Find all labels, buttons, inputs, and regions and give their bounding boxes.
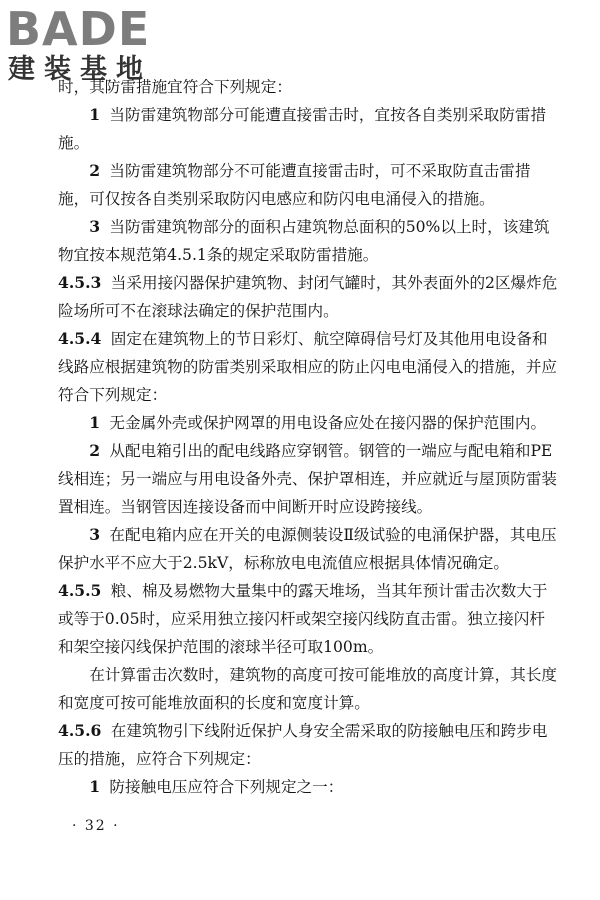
paragraph-text: 防接触电压应符合下列规定之一：	[109, 778, 344, 796]
clause-number: 4.5.3	[58, 273, 102, 292]
item-number: 3	[89, 525, 101, 544]
list-item	[58, 101, 558, 157]
paragraph-text: 固定在建筑物上的节日彩灯、航空障碍信号灯及其他用电设备和线路应根据建筑物的防雷类别采取相应的防止闪电电涌侵入的措施，并应符合下列规定：	[58, 330, 558, 404]
clause	[58, 269, 558, 325]
item-number: 1	[89, 413, 101, 432]
list-item	[58, 521, 558, 577]
paragraph-text: 粮、棉及易燃物大量集中的露天堆场，当其年预计雷击次数大于或等于0.05时，应采用独立接闪杆或架空接闪线防直击雷。独立接闪杆和架空接闪线保护范围的滚球半径可取100m。	[58, 582, 548, 656]
paragraph	[58, 661, 558, 717]
paragraph-text: 从配电箱引出的配电线路应穿钢管。钢管的一端应与配电箱和PE线相连；另一端应与用电设备外壳、保护罩相连，并应就近与屋顶防雷装置相连。当钢管因连接设备而中间断开时应设跨接线。	[58, 442, 558, 516]
paragraph-text: 在配电箱内应在开关的电源侧装设Ⅱ级试验的电涌保护器，其电压保护水平不应大于2.5kV，标称放电电流值应根据具体情况确定。	[58, 526, 557, 572]
clause-number: 4.5.6	[58, 721, 102, 740]
item-number: 3	[89, 217, 101, 236]
item-number: 1	[89, 777, 101, 796]
logo-cjk-text: 建装基地	[8, 54, 152, 85]
list-item	[58, 409, 558, 437]
item-number: 1	[89, 105, 101, 124]
clause-number: 4.5.5	[58, 581, 102, 600]
paragraph-text: 当防雷建筑物部分的面积占建筑物总面积的50%以上时，该建筑物宜按本规范第4.5.1条的规定采取防雷措施。	[58, 218, 550, 264]
clause	[58, 325, 558, 409]
clause	[58, 717, 558, 773]
paragraph-text: 当防雷建筑物部分可能遭直接雷击时，宜按各自类别采取防雷措施。	[58, 106, 547, 152]
list-item	[58, 773, 558, 801]
logo-latin-text: BADE	[6, 2, 151, 56]
clause	[58, 577, 558, 661]
page-number: · 32 ·	[72, 818, 120, 834]
clause-number: 4.5.4	[58, 329, 102, 348]
list-item	[58, 157, 558, 213]
paragraph-text: 当防雷建筑物部分不可能遭直接雷击时，可不采取防直击雷措施，可仅按各自类别采取防闪电感应和防闪电电涌侵入的措施。	[58, 162, 531, 208]
paragraph-text: 在建筑物引下线附近保护人身安全需采取的防接触电压和跨步电压的措施，应符合下列规定：	[58, 722, 548, 768]
paragraph-text: 当采用接闪器保护建筑物、封闭气罐时，其外表面外的2区爆炸危险场所可不在滚球法确定的保护范围内。	[58, 274, 558, 320]
item-number: 2	[89, 441, 101, 460]
paragraph-text: 在计算雷击次数时，建筑物的高度可按可能堆放的高度计算，其长度和宽度可按可能堆放面积的长度和宽度计算。	[58, 666, 558, 712]
paragraph-text: 无金属外壳或保护网罩的用电设备应处在接闪器的保护范围内。	[109, 414, 547, 432]
list-item	[58, 437, 558, 521]
item-number: 2	[89, 161, 101, 180]
list-item	[58, 213, 558, 269]
document-body	[58, 73, 558, 801]
paragraph-text: 时，其防雷措施宜符合下列规定：	[58, 78, 292, 96]
paragraph-continuation	[58, 73, 558, 101]
